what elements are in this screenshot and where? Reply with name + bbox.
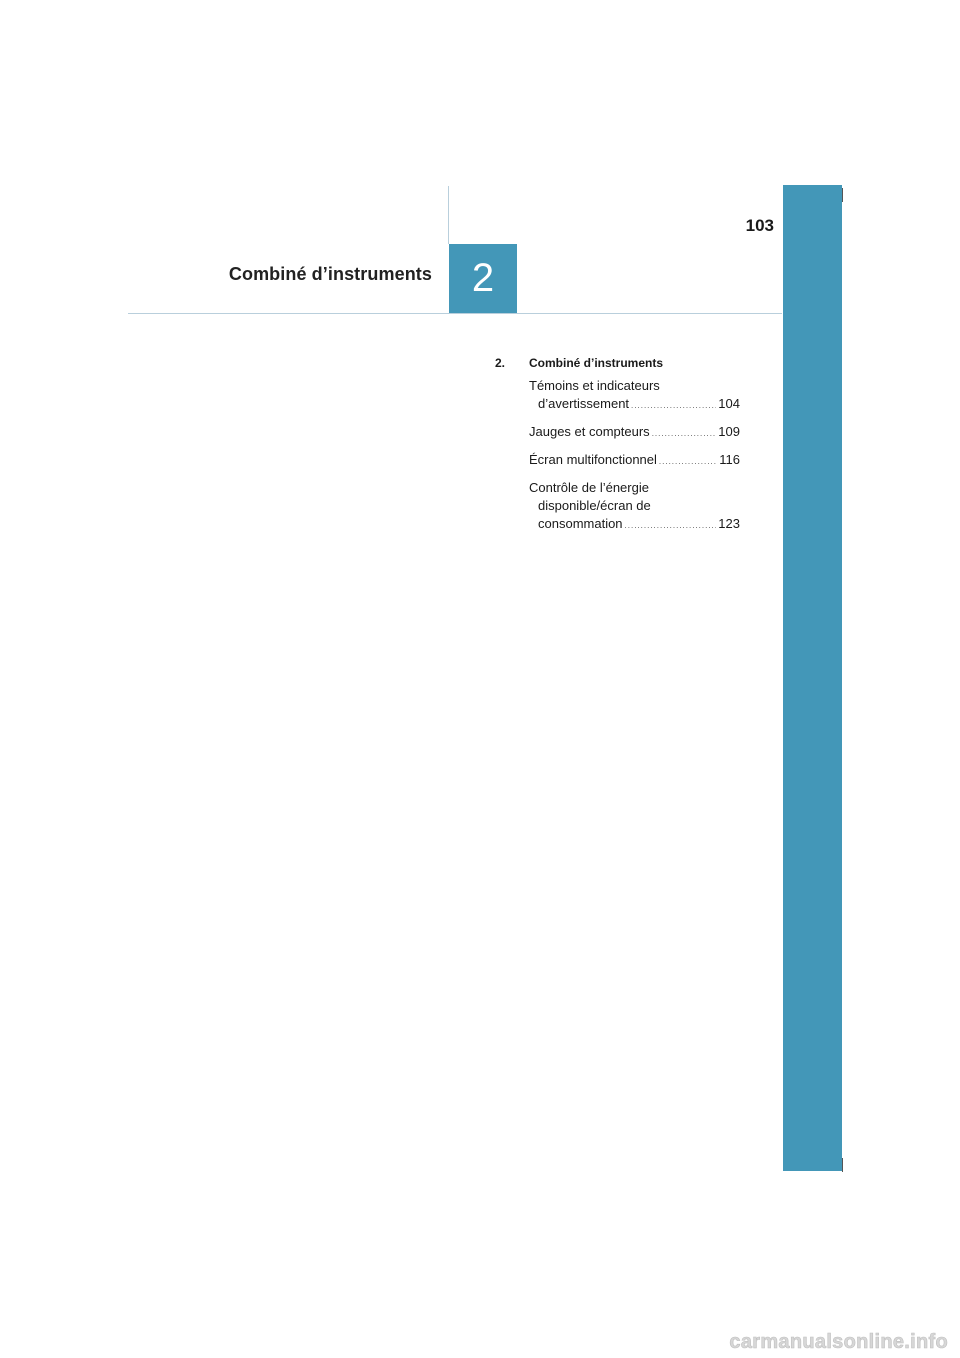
toc-entry-page: 109 bbox=[718, 424, 740, 439]
toc-entry-line: Témoins et indicateurs bbox=[529, 378, 660, 393]
crop-mark-top bbox=[842, 188, 843, 202]
toc-entry[interactable] bbox=[529, 423, 740, 443]
header-horizontal-rule bbox=[128, 313, 782, 314]
toc-section-heading bbox=[468, 356, 744, 370]
page-number: 103 bbox=[745, 216, 774, 235]
chapter-number-box: 2 bbox=[449, 244, 517, 313]
toc-entry-line: Contrôle de l’énergie bbox=[529, 480, 649, 495]
toc-dot-leader bbox=[631, 397, 716, 415]
toc-entry[interactable] bbox=[529, 377, 740, 415]
toc-entry-label: consommation bbox=[538, 516, 623, 531]
header-vertical-rule bbox=[448, 186, 449, 244]
toc-entry-page: 104 bbox=[718, 396, 740, 411]
toc-entry-label: Écran multifonctionnel bbox=[529, 452, 657, 467]
chapter-side-tab bbox=[783, 185, 842, 1171]
toc-entry-last-line bbox=[529, 515, 740, 535]
toc-entry-line: disponible/écran de bbox=[538, 498, 651, 513]
chapter-title: Combiné d’instruments bbox=[228, 264, 432, 284]
toc-entry[interactable] bbox=[529, 451, 740, 471]
toc-entry-last-line bbox=[529, 423, 740, 443]
watermark-text: carmanualsonline.info bbox=[729, 1330, 948, 1353]
toc-entry-page: 123 bbox=[718, 516, 740, 531]
toc-section-title: Combiné d’instruments bbox=[529, 356, 664, 370]
toc-entry-label: d’avertissement bbox=[538, 396, 630, 411]
toc-dot-leader bbox=[659, 453, 717, 471]
toc-entries bbox=[529, 377, 740, 535]
toc-entry-label: Jauges et compteurs bbox=[529, 424, 650, 439]
toc-section-number: 2. bbox=[495, 356, 506, 370]
toc-dot-leader bbox=[652, 425, 717, 443]
table-of-contents bbox=[468, 356, 744, 543]
watermark bbox=[598, 1329, 954, 1355]
toc-entry-page: 116 bbox=[719, 452, 740, 467]
crop-mark-bottom bbox=[842, 1158, 843, 1172]
toc-entry[interactable] bbox=[529, 479, 740, 535]
toc-dot-leader bbox=[625, 517, 717, 535]
toc-entry-last-line bbox=[529, 451, 740, 471]
toc-entry-last-line bbox=[529, 395, 740, 415]
